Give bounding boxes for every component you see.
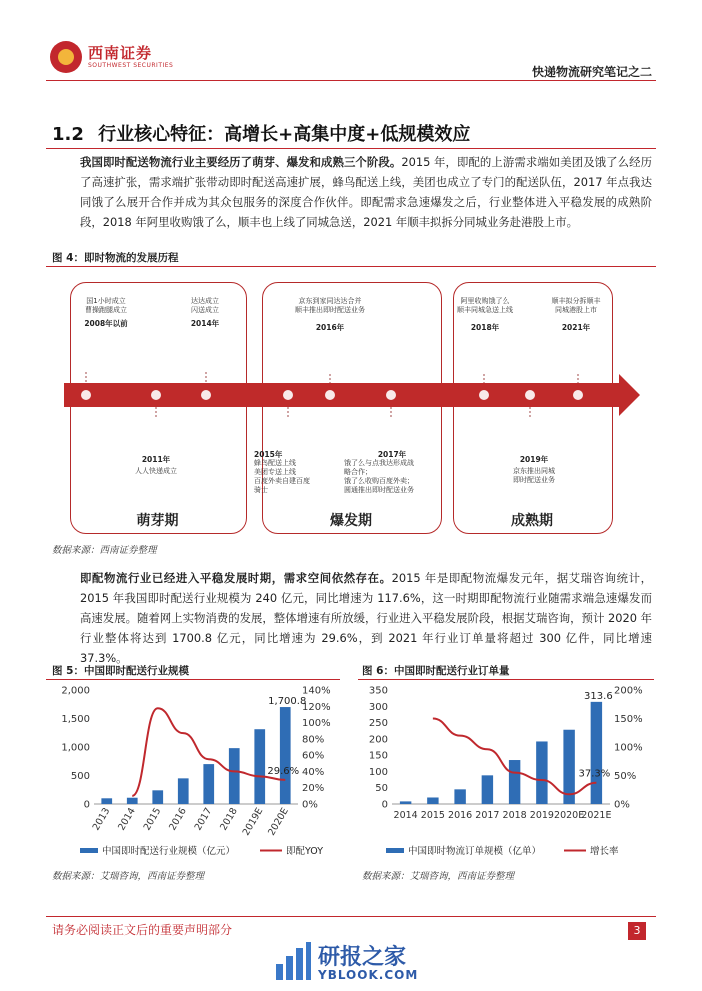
chart-order-volume	[358, 682, 654, 867]
header-divider	[46, 80, 656, 81]
brand-logo-inner	[58, 49, 74, 65]
x-tick-label: 2020E	[554, 810, 585, 821]
x-tick-label: 2015	[420, 810, 445, 821]
x-tick-label: 2017	[475, 810, 500, 821]
x-tick-label: 2019E	[240, 806, 266, 838]
y-right-tick-label: 150%	[614, 714, 643, 725]
event-2018: 阿里收购饿了么 顺丰同城急送上线 2018年	[457, 297, 513, 332]
paragraph-1-lead: 我国即时配送物流行业主要经历了萌芽、爆发和成熟三个阶段。	[80, 155, 402, 169]
event-2017: 2017年 饿了么与点我达形成战 略合作； 饿了么收购百度外卖； 圆通推出即时配送业务	[344, 450, 414, 494]
phase-label-maturity: 成熟期	[511, 513, 553, 529]
y-left-tick-label: 0	[83, 799, 90, 811]
chart-industry-scale	[46, 682, 342, 867]
y-right-tick-label: 20%	[302, 783, 325, 795]
figure-5-source: 数据来源：艾瑞咨询，西南证券整理	[52, 871, 205, 882]
bar-2016	[454, 789, 465, 804]
bar-2021E	[591, 702, 602, 804]
footer-divider	[46, 916, 656, 917]
y-left-tick-label: 1,500	[61, 714, 90, 725]
x-tick-label: 2013	[90, 806, 113, 833]
figure-6-divider	[358, 679, 654, 680]
y-right-tick-label: 40%	[302, 766, 325, 778]
brand-name: 西南证券	[88, 44, 153, 62]
data-label-last-line: 29.6%	[267, 765, 300, 777]
y-right-tick-label: 140%	[302, 685, 331, 697]
bar-2017	[203, 764, 214, 804]
x-tick-label: 2016	[448, 810, 473, 821]
y-right-tick-label: 100%	[614, 742, 643, 754]
y-right-tick-label: 120%	[302, 701, 331, 713]
x-tick-label: 2016	[167, 806, 189, 833]
timeline-dot-2021	[573, 390, 583, 400]
x-tick-label: 2017	[192, 806, 215, 833]
timeline-arrow	[64, 372, 644, 418]
event-2016: 京东到家同达达合并 顺丰推出即时配送业务 2016年	[295, 297, 365, 332]
x-tick-label: 2014	[393, 810, 418, 821]
bar-2018	[229, 748, 240, 804]
event-2011: 2011年 人人快递成立	[135, 455, 177, 475]
timeline-dot-2019	[525, 390, 535, 400]
legend-bar-swatch	[80, 848, 98, 853]
paragraph-2-lead: 即配物流行业已经进入平稳发展时期，需求空间依然存在。	[80, 571, 392, 585]
legend-bar-label: 中国即时配送行业规模（亿元）	[102, 846, 236, 857]
y-right-tick-label: 50%	[614, 771, 637, 782]
figure-4-source: 数据来源：西南证券整理	[52, 545, 157, 556]
figure-6-source: 数据来源：艾瑞咨询，西南证券整理	[362, 871, 515, 882]
y-left-tick-label: 500	[70, 771, 90, 782]
y-left-tick-label: 350	[368, 685, 388, 697]
x-tick-label: 2018	[218, 806, 240, 833]
y-left-tick-label: 300	[368, 701, 388, 713]
timeline-dot-2011	[151, 390, 161, 400]
section-number: 1.2	[52, 124, 84, 145]
legend-line-label: 即配YOY	[286, 846, 324, 857]
bar-2019	[536, 741, 547, 804]
x-tick-label: 2014	[116, 806, 138, 833]
event-2021: 顺丰拟分拆顺丰 同城港股上市 2021年	[551, 297, 601, 332]
brand-name-en: SOUTHWEST SECURITIES	[88, 62, 174, 69]
y-left-tick-label: 200	[368, 734, 388, 746]
data-label-last-line: 37.3%	[578, 768, 611, 780]
y-right-tick-label: 60%	[302, 750, 325, 762]
watermark-logo-icon	[274, 940, 312, 982]
paragraph-1	[80, 152, 652, 232]
section-title: 行业核心特征：高增长+高集中度+低规模效应	[98, 124, 471, 145]
bar-2015	[427, 797, 438, 804]
paragraph-2	[80, 568, 652, 668]
bar-2014	[127, 798, 138, 804]
bar-2016	[178, 778, 189, 804]
legend-bar-label: 中国即时物流订单规模（亿单）	[408, 846, 542, 857]
bar-2014	[400, 801, 411, 804]
bar-2019E	[254, 729, 265, 804]
paragraph-2-body: 2015 年是即配物流爆发元年，据艾瑞咨询统计，2015 年我国即时配送行业规模为 240 亿元，同比增速为 117.6%，这一时期即配物流行业随需求端急速爆发而高速发展。随着网上实物消费的发展，整体增速有所放缓，行业进入平稳发展阶段，根据艾瑞咨询，预计 2020 年行业整体将达到 1700.8 亿元，同比增速为 29.6%，到 2021 年行业订单量将超过 300 亿件，同比增速 37.3%。	[80, 571, 652, 665]
watermark-text: 研报之家	[318, 945, 407, 970]
x-tick-label: 2018	[502, 810, 527, 821]
footer-notice: 请务必阅读正文后的重要声明部分	[52, 923, 233, 937]
event-2015: 2015年 蜂鸟配送上线 美团专送上线 百度外卖自建百度 骑士	[254, 450, 310, 494]
y-left-tick-label: 1,000	[61, 742, 90, 754]
figure-4-divider	[46, 266, 656, 267]
event-2014: 达达成立 闪送成立 2014年	[190, 297, 220, 328]
y-left-tick-label: 250	[368, 718, 388, 730]
bar-2015	[152, 790, 163, 804]
x-tick-label: 2015	[141, 806, 164, 833]
section-divider	[46, 148, 656, 149]
figure-5-title: 图 5：中国即时配送行业规模	[52, 665, 189, 677]
timeline-dot-2018	[479, 390, 489, 400]
timeline-dot-2015	[283, 390, 293, 400]
report-title: 快递物流研究笔记之二	[531, 65, 652, 79]
y-left-tick-label: 50	[375, 783, 388, 795]
watermark-url: YBLOOK.COM	[318, 968, 419, 982]
y-right-tick-label: 100%	[302, 718, 331, 730]
bar-2017	[482, 775, 493, 804]
x-tick-label: 2019	[529, 810, 554, 821]
y-left-tick-label: 100	[368, 766, 388, 778]
y-left-tick-label: 2,000	[61, 685, 90, 697]
y-left-tick-label: 150	[368, 750, 388, 762]
x-tick-label: 2021E	[581, 810, 612, 821]
event-2019: 2019年 京东推出同城 即时配送业务	[513, 455, 555, 484]
bar-2018	[509, 760, 520, 804]
data-label-last-bar: 313.6	[584, 690, 613, 702]
paragraph-1-body: 2015 年，即配的上游需求端如美团及饿了么经历了高速扩张，需求端扩张带动即时配送高速扩展，蜂鸟配送上线，美团也成立了专门的配送队伍，2017 年点我达同饿了么展开合作并成为其众包服务的深度合作伙伴。即配需求急速爆发之后，行业整体进入平稳发展的成熟阶段，2018 年阿里收购饿了么，顺丰也上线了同城急送，2021 年顺丰拟拆分同城业务赴港股上市。	[80, 155, 652, 229]
bar-2013	[101, 798, 112, 804]
timeline-dot-2014	[201, 390, 211, 400]
bar-2020E	[280, 707, 291, 804]
figure-4-title: 图 4：即时物流的发展历程	[52, 252, 179, 264]
event-2008: 国1小时成立 曹操跑腿成立 2008年以前	[84, 297, 128, 328]
y-right-tick-label: 200%	[614, 685, 643, 697]
timeline-dot-2017	[386, 390, 396, 400]
phase-label-germination: 萌芽期	[136, 513, 179, 529]
y-right-tick-label: 0%	[614, 799, 630, 811]
x-tick-label: 2020E	[266, 806, 291, 838]
y-right-tick-label: 80%	[302, 734, 325, 746]
figure-5-divider	[46, 679, 340, 680]
legend-line-label: 增长率	[590, 846, 619, 857]
timeline-dot-2008	[81, 390, 91, 400]
y-right-tick-label: 0%	[302, 799, 318, 811]
y-left-tick-label: 0	[381, 799, 388, 811]
timeline-dot-2016	[325, 390, 335, 400]
page-number: 3	[628, 922, 646, 940]
figure-6-title: 图 6：中国即时配送行业订单量	[362, 665, 510, 677]
section-heading	[52, 120, 470, 146]
legend-bar-swatch	[386, 848, 404, 853]
phase-label-explosion: 爆发期	[330, 513, 372, 529]
data-label-last-bar: 1,700.8	[268, 696, 307, 708]
